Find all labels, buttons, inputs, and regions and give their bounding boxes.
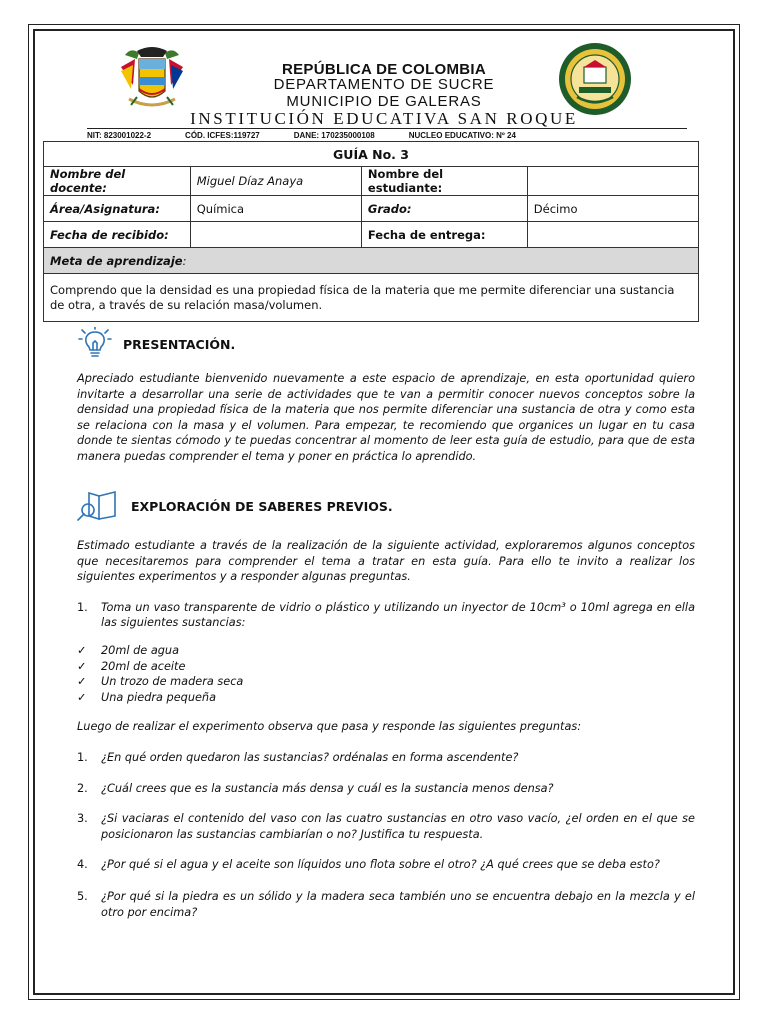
goal-text: Comprendo que la densidad es una propiedad física de la materia que me permite diferenciar una sustancia de otra, a través de su relación masa/volumen. [44,274,699,322]
table-row [44,196,699,222]
grade-label: Grado: [361,196,527,222]
lightbulb-icon [77,327,113,361]
experiment-steps [77,600,695,631]
exploration-heading [77,489,717,523]
goal-label-row [44,248,699,274]
question-text: ¿Si vaciaras el contenido del vaso con las cuatro sustancias en otro vaso vacío, ¿el orden en el que se posicionaron las sustancias cambiarían o no? Justifica tu respuesta. [101,812,695,841]
student-label: Nombre del estudiante: [361,167,527,196]
question-item [77,811,695,842]
exploration-intro: Estimado estudiante a través de la realización de la siguiente actividad, exploraremos algunos conceptos que necesitaremos para comprender el tema a tratar en esta guía. Para ello te invito a realizar los siguientes experimentos y a responder algunas preguntas. [77,539,695,584]
check-icon: ✓ [77,659,87,673]
delivery-date-field[interactable] [527,222,698,248]
header-municipality: MUNICIPIO DE GALERAS [286,93,482,110]
list-item [77,690,717,706]
presentation-heading [77,327,717,361]
step-number: 1. [77,600,88,614]
question-text: ¿Por qué si el agua y el aceite son líquidos uno flota sobre el otro? ¿A qué crees que se deba esto? [101,858,660,872]
step-text: Toma un vaso transparente de vidrio o plástico y utilizando un inyector de 10cm³ o 10ml agrega en ella las siguientes sustancias: [101,600,695,630]
dane-code: DANE: 170235000108 [293,131,375,140]
presentation-title: PRESENTACIÓN. [123,336,236,352]
list-item [77,600,695,631]
presentation-section [77,327,717,465]
table-row [44,222,699,248]
exploration-section [77,489,717,935]
table-row [44,248,699,274]
teacher-label: Nombre del docente: [44,167,191,196]
table-row [44,167,699,196]
list-item [77,659,717,675]
list-item [77,643,717,659]
after-experiment-text: Luego de realizar el experimento observa que pasa y responde las siguientes preguntas: [77,720,582,734]
goal-label: Meta de aprendizaje [50,253,183,268]
icfes-code: CÓD. ICFES:119727 [185,131,260,140]
question-text: ¿Cuál crees que es la sustancia más densa y cuál es la sustancia menos densa? [101,781,554,795]
received-date-label: Fecha de recibido: [44,222,191,248]
questions-list [77,750,695,920]
presentation-text: Apreciado estudiante bienvenido nuevamente a este espacio de aprendizaje, en esta oportunidad quiero invitarte a desarrollar una serie de actividades que te van a permitir conocer nuevos conceptos sobre la densidad una propiedad física de la materia que nos permite diferenciar una sustancia de otra y como esta se relaciona con la masa y el volumen. Para empezar, te recomiendo que organices un lugar en tu casa donde te sientas cómodo y te puedas concentrar al momento de leer esta guía de estudio, para que de esta manera puedas comprender el tema y poner en práctica lo aprendido. [77,372,695,463]
question-number: 4. [77,858,88,872]
nit-code: NIT: 823001022-2 [87,131,152,140]
question-number: 1. [77,750,88,764]
substance-item: 20ml de aceite [101,659,186,673]
substance-item: 20ml de agua [101,643,179,657]
substance-item: Una piedra pequeña [101,690,217,704]
list-item [77,674,717,690]
question-text: ¿Por qué si la piedra es un sólido y la madera seca también uno se encuentra debajo en la mezcla y el otro por encima? [101,889,695,919]
delivery-date-label: Fecha de entrega: [361,222,527,248]
school-seal-icon [557,41,633,117]
substances-list [77,643,717,705]
teacher-value[interactable]: Miguel Díaz Anaya [190,167,361,196]
received-date-field[interactable] [190,222,361,248]
student-value-field[interactable] [527,167,698,196]
header-republic: REPÚBLICA DE COLOMBIA [281,61,487,78]
page-inner-border [33,29,735,995]
nucleo-code: NUCLEO EDUCATIVO: Nº 24 [408,131,516,140]
question-number: 5. [77,889,88,903]
question-item [77,781,695,797]
check-icon: ✓ [77,675,87,689]
question-text: ¿En qué orden quedaron las sustancias? ordénalas en forma ascendente? [101,750,519,764]
question-item [77,889,695,920]
institution-codes-bar [87,128,687,140]
document-header [35,31,733,143]
question-item [77,857,695,873]
check-icon: ✓ [77,643,87,657]
question-item [77,750,695,766]
substance-item: Un trozo de madera seca [101,675,244,689]
guide-info-table [43,141,699,322]
page-border [28,24,740,1000]
book-magnifier-icon [77,489,121,523]
grade-value[interactable]: Décimo [527,196,698,222]
goal-label-colon: : [182,253,187,268]
table-row [44,274,699,322]
header-department: DEPARTAMENTO DE SUCRE [273,76,495,93]
exploration-title: EXPLORACIÓN DE SABERES PREVIOS. [131,498,393,514]
question-number: 3. [77,812,88,826]
question-number: 2. [77,781,88,795]
header-institution: INSTITUCIÓN EDUCATIVA SAN ROQUE [190,109,578,128]
check-icon: ✓ [77,690,87,704]
subject-value[interactable]: Química [190,196,361,222]
subject-label: Área/Asignatura: [44,196,191,222]
guide-title: GUÍA No. 3 [44,142,699,167]
